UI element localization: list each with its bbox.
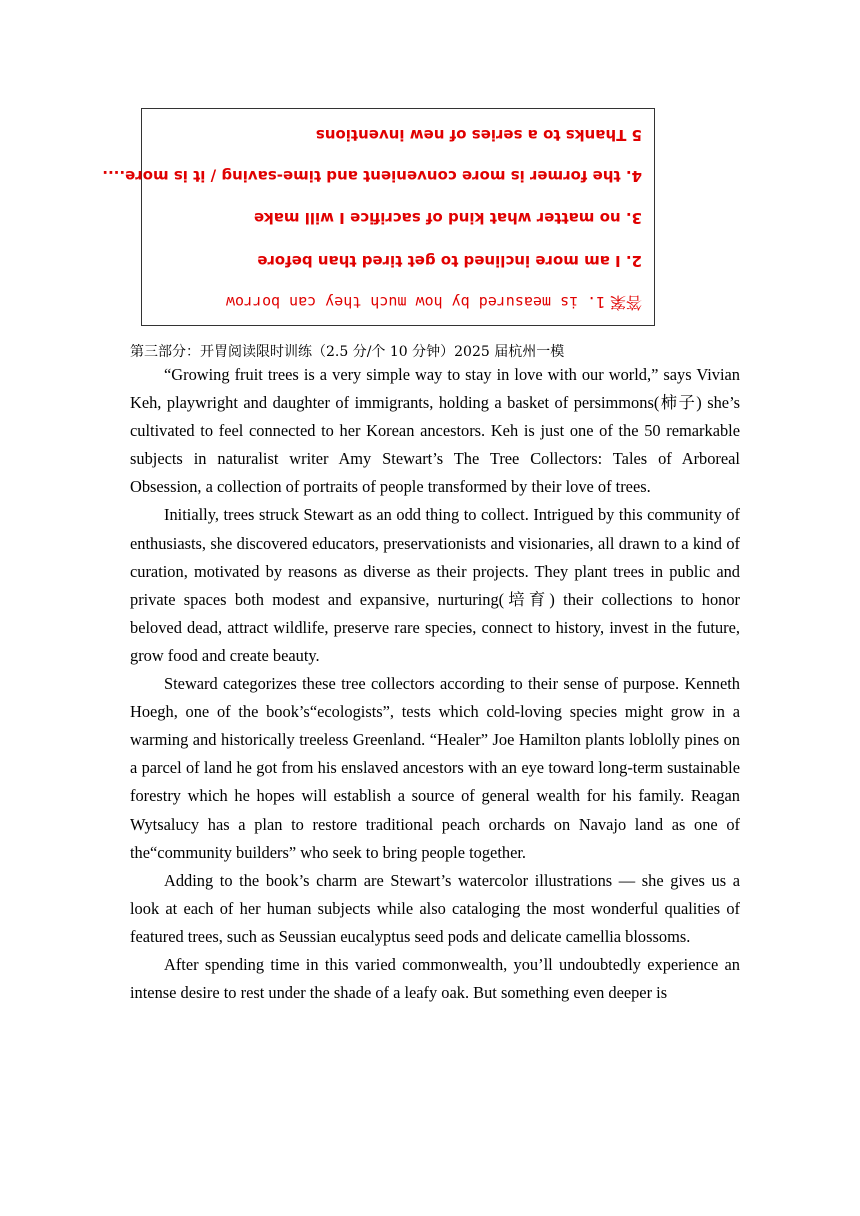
answer-item-2: 2. I am more inclined to get tired than before [257,252,642,270]
answer-label: 答案 [609,293,642,312]
paragraph-2: Initially, trees struck Stewart as an odd thing to collect. Intrigued by this community of enthusiasts, she discovered educators, preservationists and visionaries, all drawn to a kind of curation, motivated by reasons as diverse as their projects. They plant trees in public and private spaces both modest and expansive, nurturing(培育) their collections to honor beloved dead, attract wildlife, preserve rare species, connect to history, invest in the future, grow food and create beauty. [130,505,740,665]
answer-box-rotated-content [102,109,654,325]
answer-item-4: 4. the former is more convenient and time-saving / it is more.... [102,167,642,185]
article-body [130,361,740,1007]
answer-box [102,108,655,326]
paragraph-5: After spending time in this varied commonwealth, you’ll undoubtedly experience an intense desire to rest under the shade of a leafy oak. But something even deeper is [130,954,740,1003]
paragraph-4: Adding to the book’s charm are Stewart’s watercolor illustrations — she gives us a look at each of her human subjects while also cataloging the most wonderful qualities of featured trees, such as Seussian eucalyptus seed pods and delicate camellia blossoms. [130,870,740,946]
answer-item-5: 5 Thanks to a series of new inventions [315,126,642,144]
paragraph-1: “Growing fruit trees is a very simple way to stay in love with our world,” says Vivian Keh, playwright and daughter of immigrants, holding a basket of persimmons(柿子) she’s cultivated to feel connected to her Korean ancestors. Keh is just one of the 50 remarkable subjects in naturalist writer Amy Stewart’s The Tree Collectors: Tales of Arboreal Obsession, a collection of portraits of people transformed by their love of trees. [130,365,741,497]
answer-item-1-text: 1. is measured by how much they can borrow [225,293,606,311]
answer-item-3: 3. no matter what kind of sacrifice I will make [253,209,642,227]
answer-item-1 [142,294,642,311]
section-header: 第三部分：开胃阅读限时训练（2.5 分/个 10 分钟）2025 届杭州一模 [130,344,565,360]
paragraph-3: Steward categorizes these tree collectors according to their sense of purpose. Kenneth Hoegh, one of the book’s“ecologists”, tests which cold-loving species might grow in a warming and historically treeless Greenland. “Healer” Joe Hamilton plants loblolly pines on a parcel of land he got from his enslaved ancestors with an eye toward long-term sustainable forestry which he hopes will establish a source of general wealth for his family. Reagan Wytsalucy has a plan to restore traditional peach orchards on Navajo land as one of the“community builders” who seek to bring people together. [130,674,740,862]
